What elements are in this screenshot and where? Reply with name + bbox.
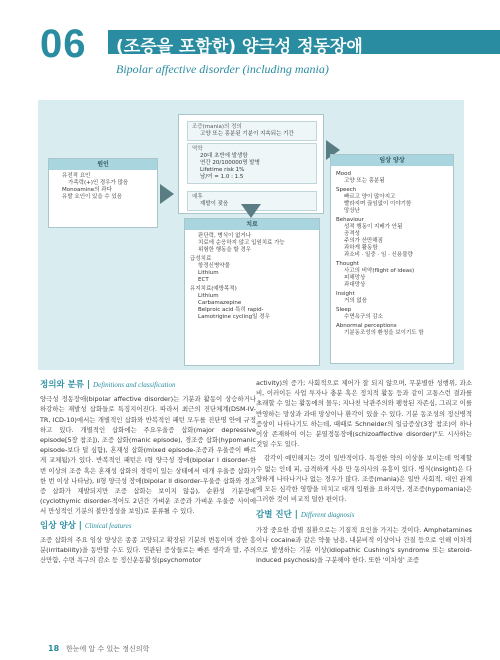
book-title: 한눈에 알 수 있는 정신의학 xyxy=(66,645,150,653)
treatment-line: 항정신병약물 xyxy=(198,263,230,269)
page-number: 18 xyxy=(48,644,60,653)
paragraph: 조증 삽화의 주요 임상 양상은 종종 고양되고 확장된 기분의 변동이며 강한 흥분(irritability)을 동반할 수도 있다. 연관된 증상들로는 빠른 생각과 말, 주의산만함, 수면 욕구의 감소 등 정신운동활성(psychomotor xyxy=(40,535,256,565)
symptoms-line: 과소비 · 일중 · 임 · 신용불량 xyxy=(344,252,413,258)
symptoms-box xyxy=(330,154,454,364)
paragraph: 가장 중요한 감별 질환으로는 기질적 요인을 가지는 것이다. Amphetamines이나 cocaine과 같은 약물 남용, 내분비적 이상이나 간질 등으로 인해 이차적으로 발생하는 기분 이상(idiopathic Cushing's syndrome 또는 steroid-induced psychosis)을 구분해야 한다. 또한 '이차성' 조증 xyxy=(256,525,472,565)
paragraph: 양극성 정동장애(bipolar affective disorder)는 기분과 활동이 상승하거나 하강하는 재발성 삽화들로 특징지어진다. 따라서 최근의 진단체계(DSM-IV-TR, ICD-10)에서는 개별적인 삽화와 반복적인 패턴 모두를 진단명 안에 규정하고 있다. 개별적인 삽화에는 주요우울증 삽화(major depressive episode[5장 참조]), 조증 삽화(manic episode), 경조증 삽화(hypomanic episode-보다 덜 심함), 혼재성 삽화(mixed episode-조증과 우울증이 빠르게 교체됨)가 있다. 반복적인 패턴은 I형 양극성 장애(bipolar I disorder-한 번 이상의 조증 혹은 혼재성 삽화의 경력이 있는 상태에서 대개 우울증 삽화가 한 번 이상 나타남), II형 양극성 장애(bipolar II disorder-우울증 삽화와 경조증 삽화가 재발되지만 조증 삽화는 보이지 않음), 순환성 기분장애(cyclothymic disorder-적어도 2년간 가벼운 조증과 가벼운 우울증 사이에서 만성적인 기분의 불안정성을 보임)로 분류될 수 있다. xyxy=(40,395,256,516)
chapter-title: (조증을 포함한) 양극성 정동장애 xyxy=(116,37,363,57)
symptoms-line: Speech xyxy=(336,187,357,193)
chapter-number: 06 xyxy=(40,22,87,66)
overview-diagram xyxy=(38,100,464,370)
prognosis-text: 재발이 잦음 xyxy=(200,201,229,207)
chapter-subtitle: Bipolar affective disorder (including mania) xyxy=(116,62,329,76)
section-heading: 정의와 분류 | Definitions and classification xyxy=(40,380,176,390)
cause-line: Monoamine의 과다 xyxy=(62,187,112,193)
treatment-line: 위험한 행동을 할 경우 xyxy=(198,247,252,253)
paragraph: 감각이 예민해지는 것이 일반적이다. 특정한 약의 이상을 보이는데 억제할 수 없는 인데 피, 급격하게 사용 만 동의사의 유흥이 있다. 병식(insight)은 다양하게 나타나거나 없는 경우가 많다. 조증(mania)은 일반 사회적, 대인 관계에 모든 심각한 영향을 미치고 대개 입원을 요하지만, 경조증(hypomania)은 그러한 것이 비교적 덜한 편이다. xyxy=(256,454,472,504)
treatment-line: ECT xyxy=(198,277,209,283)
epidemiology-line: 남/여 = 1.0 : 1.5 xyxy=(200,174,244,180)
treatment-line: 유지치료(예방목적) xyxy=(190,286,237,292)
treatment-line: Belproic acid 특히 rapid- xyxy=(198,307,264,313)
definition-panel xyxy=(187,121,317,141)
prognosis-label: 예후 xyxy=(192,194,203,200)
treatment-list xyxy=(185,230,319,324)
symptoms-line: 기분동조성의 환청을 보이기도 함 xyxy=(344,330,424,336)
symptoms-line: 수면욕구의 감소 xyxy=(344,314,383,320)
symptoms-line: 성적 행동이 지배가 안됨 xyxy=(344,224,403,230)
epidemiology-label: 역학 xyxy=(192,146,203,152)
cause-line: 유발 요인이 있을 수 있음 xyxy=(62,194,123,200)
epidemiology-line: 20대 초반에 발생함 xyxy=(200,153,248,159)
mania-definition-box xyxy=(178,114,324,214)
symptoms-line: 과하게 활동함 xyxy=(344,245,378,251)
treatment-title: 치료 xyxy=(185,219,319,230)
symptoms-list xyxy=(331,166,453,340)
body-left-column xyxy=(40,378,256,569)
cause-line: 유전적 요인 xyxy=(62,173,91,179)
epidemiology-line: 연간 20/100000명 발병 xyxy=(200,160,260,166)
symptoms-line: Insight xyxy=(336,291,355,297)
symptoms-line: Sleep xyxy=(336,307,352,313)
cause-line: 가족력(+)인 경우가 많음 xyxy=(68,180,129,186)
section-title-en: Definitions and classification xyxy=(93,381,176,389)
symptoms-line: 피해망상 xyxy=(344,275,366,281)
body-right-column xyxy=(256,378,472,569)
paragraph: activity)의 증가; 사회적으로 제어가 잘 되지 않으며, 무분별한 성행위, 과소비, 이러이든 사업 투자나 충분 혹은 정치적 활동 등과 같이 고통스런 결과를 초래할 수 있는 활동에의 몰두; 지나친 낙관주의와 팽창된 자존심, 그리고 이를 반영하는 망상과 과대 망상이나 환각이 있을 수 있다. 기분 동조성의 정신병적 증상이 나타나기도 하는데, 때때로 Schneider의 일급증상(3장 참조)이 하나 이상 존재하여 이는 분열정동장애(schizoaffective disorder)"도 시사하는 것일 수도 있다. xyxy=(256,379,472,449)
treatment-line: 판단력, 병식이 없거나 xyxy=(198,233,252,239)
page-footer xyxy=(0,640,500,660)
symptoms-line: 빠르고 양이 많아지고 xyxy=(344,194,396,200)
treatment-line: Lamotrigine cycling일 경우 xyxy=(198,314,270,320)
treatment-line: Lithium xyxy=(198,293,219,299)
treatment-box xyxy=(184,218,320,366)
symptoms-line: 주의가 산만해짐 xyxy=(344,238,383,244)
symptoms-line: 공격성 xyxy=(344,231,360,237)
section-title-en: Different diagnosis xyxy=(300,511,355,520)
treatment-line: 치료에 순응하지 않고 입원치료 가능 xyxy=(198,240,285,246)
symptoms-line: Mood xyxy=(336,171,351,177)
cause-title: 원인 xyxy=(49,159,157,170)
section-title-en: Clinical features xyxy=(84,521,132,530)
definition-label: 조증(mania)의 정의 xyxy=(192,124,242,130)
symptoms-line: Abnormal perceptions xyxy=(336,323,397,329)
symptoms-line: 거의 없음 xyxy=(344,298,368,304)
symptoms-line: 빨라지며 끊임없이 이야기함 xyxy=(344,201,412,207)
treatment-line: Lithium xyxy=(198,270,219,276)
treatment-line: Carbamazepine xyxy=(198,300,242,306)
symptoms-title: 임상 양상 xyxy=(331,155,453,166)
epidemiology-line: Lifetime risk 1% xyxy=(200,167,245,173)
symptoms-line: Behaviour xyxy=(336,217,364,223)
section-title: 감별 진단 xyxy=(256,510,292,521)
symptoms-line: 고양 또는 흥분됨 xyxy=(344,178,385,184)
section-title: 정의와 분류 xyxy=(40,380,85,390)
definition-text: 고양 또는 흥분된 기분이 지속되는 기간 xyxy=(200,131,294,137)
symptoms-line: 사고의 비약(flight of ideas) xyxy=(344,268,415,274)
section-heading: 임상 양상 | Clinical features xyxy=(40,520,132,531)
treatment-line: 급성치료 xyxy=(190,256,212,262)
cause-arrow-icon xyxy=(160,184,174,204)
epidemiology-panel xyxy=(187,143,317,184)
section-title: 임상 양상 xyxy=(40,520,76,531)
chapter-header xyxy=(0,0,500,80)
cause-box xyxy=(48,158,158,228)
symptoms-line: Thought xyxy=(336,261,359,267)
symptoms-line: 과대망상 xyxy=(344,282,366,288)
treatment-arrow-icon xyxy=(241,204,261,218)
section-heading: 감별 진단 | Different diagnosis xyxy=(256,510,355,521)
symptoms-line: 망상난 xyxy=(344,208,360,214)
